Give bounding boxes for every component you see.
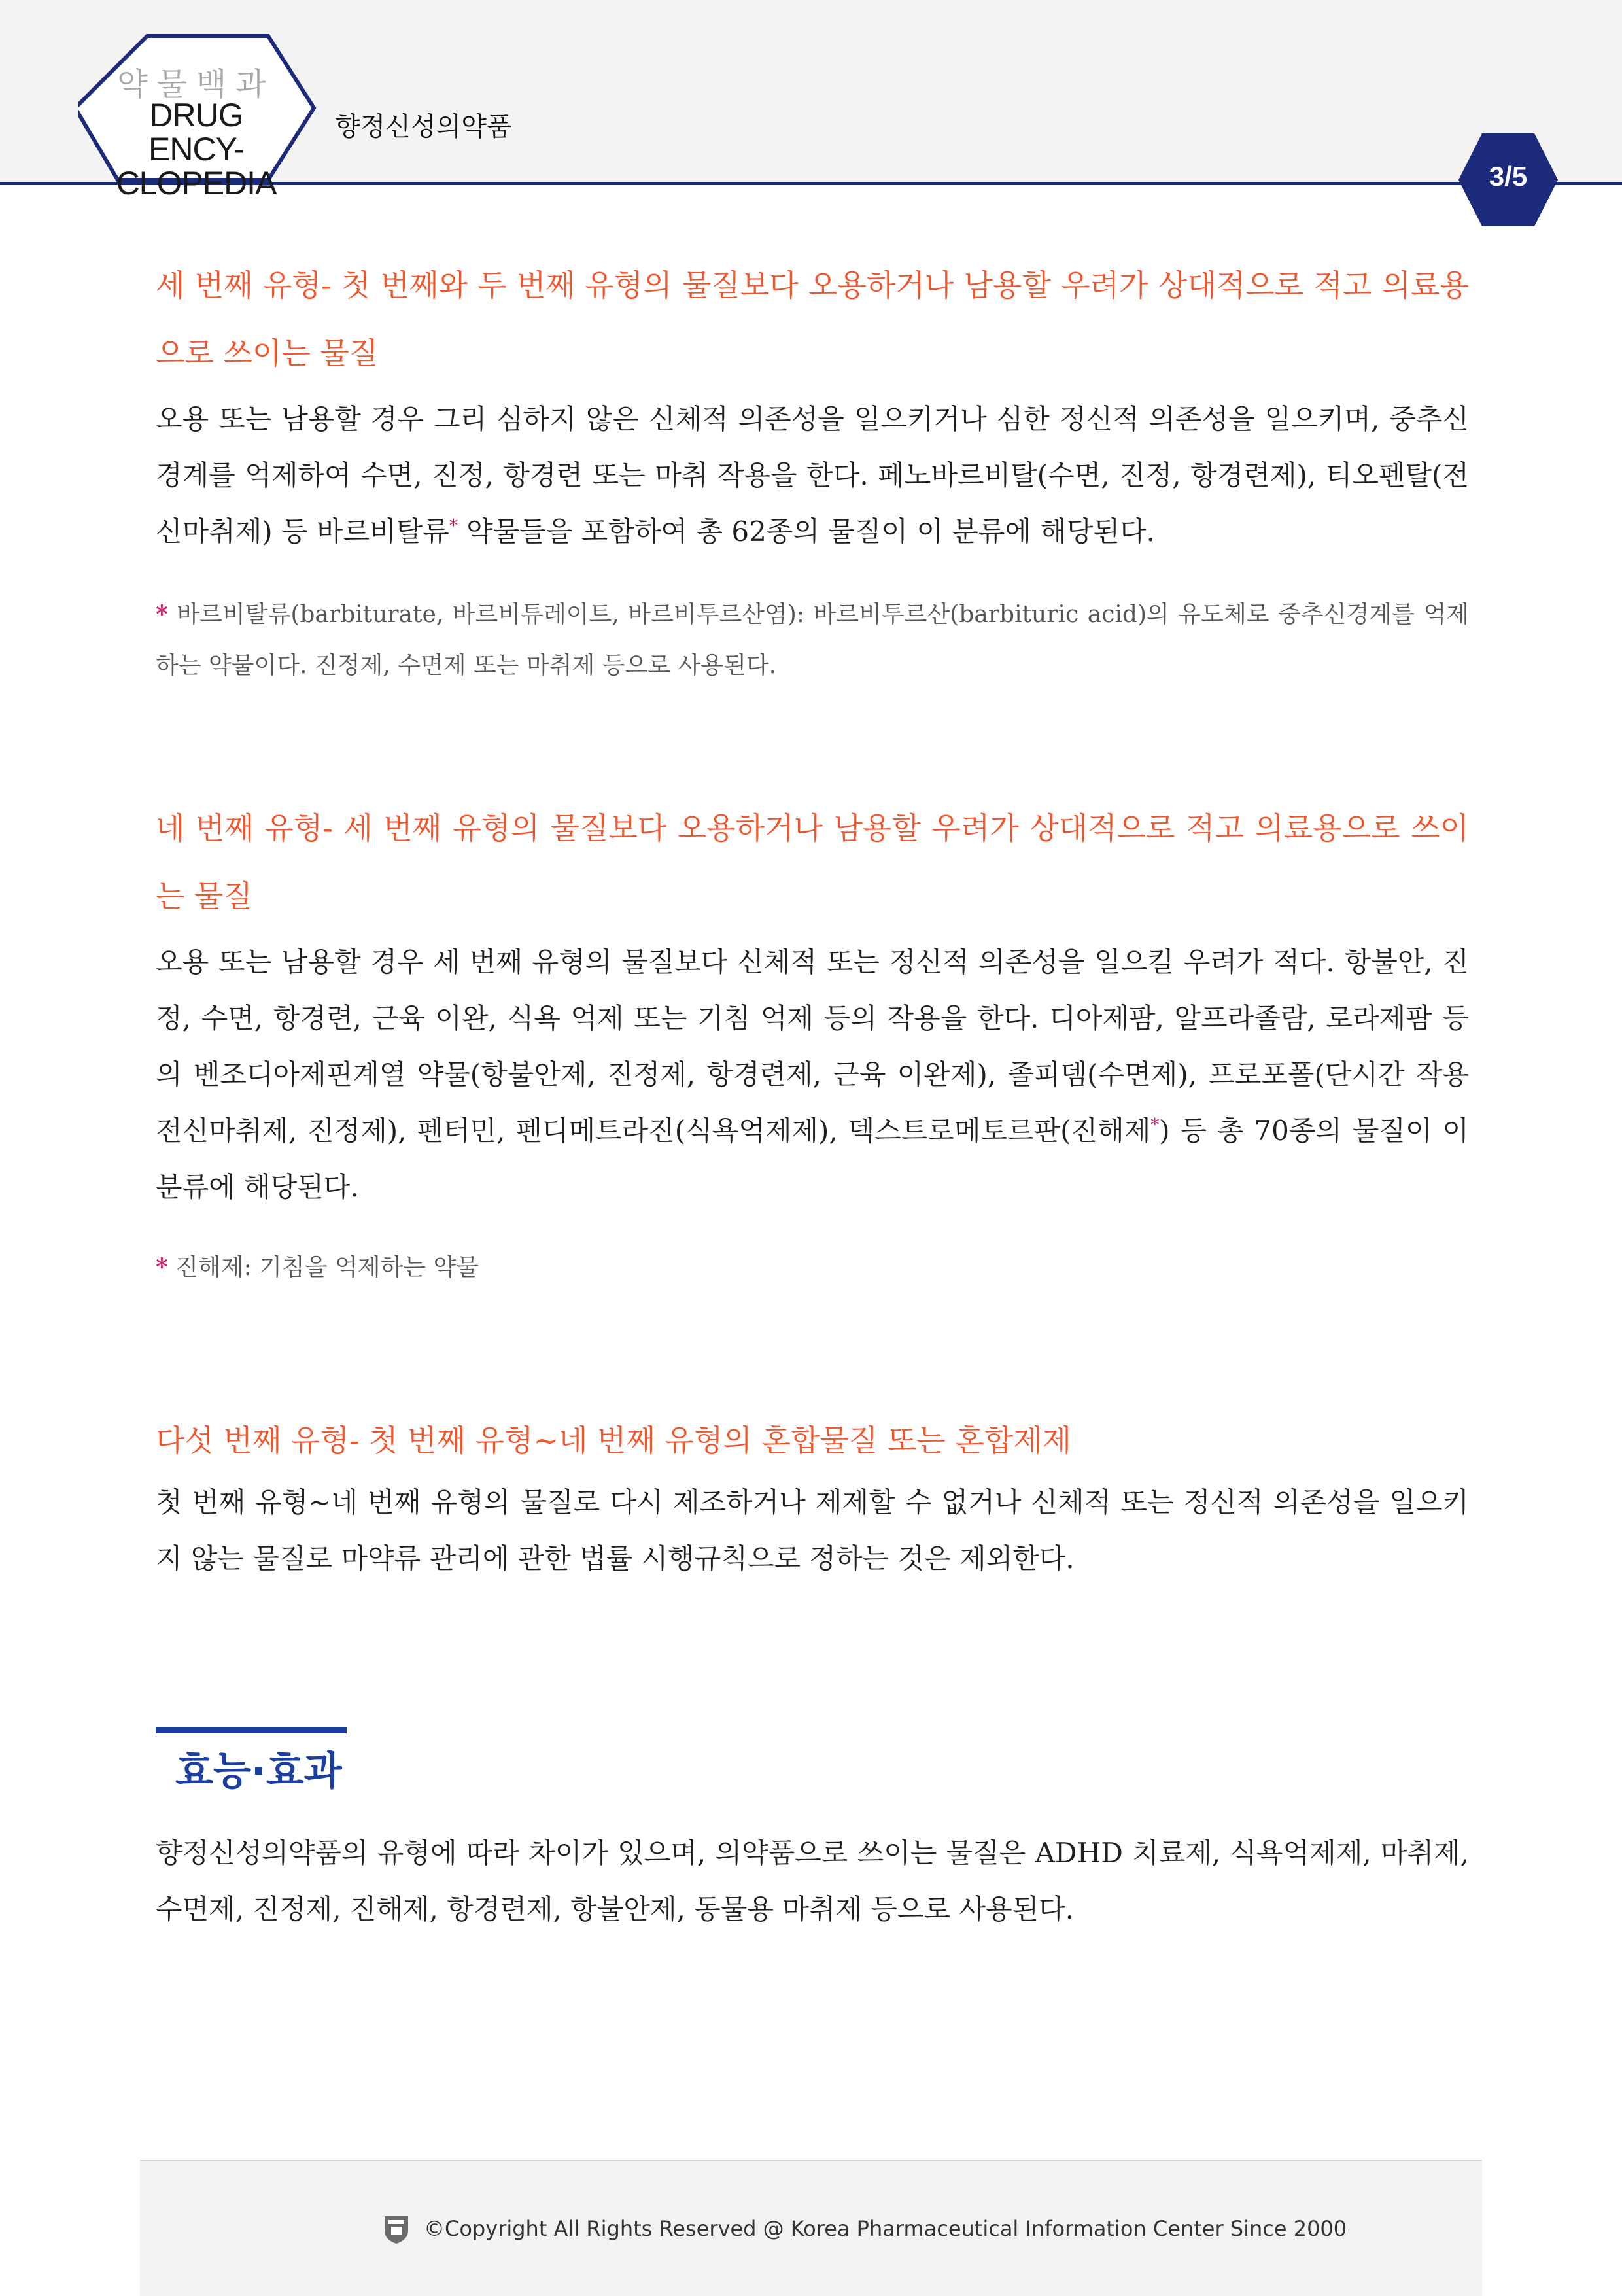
section-heading: 다섯 번째 유형- 첫 번째 유형~네 번째 유형의 혼합물질 또는 혼합제제 (156, 1423, 1072, 1458)
footnote-star: * (156, 600, 168, 628)
kpic-shield-icon (382, 2214, 411, 2245)
document-title: 향정신성의약품 (335, 112, 512, 142)
section-body: 첫 번째 유형~네 번째 유형의 물질로 다시 제조하거나 제제할 수 없거나 신체적 또는 정신적 의존성을 일으키지 않는 물질로 마약류 관리에 관한 법률 시행규칙으로 정하는 것은 제외한다. (156, 1486, 1469, 1574)
logo-english-line2: CLOPEDIA (116, 165, 277, 201)
efficacy-accent-bar (156, 1727, 347, 1733)
body-text: 오용 또는 남용할 경우 세 번째 유형의 물질보다 신체적 또는 정신적 의존성을 일으킬 우려가 적다. 항불안, 진정, 수면, 항경련, 근육 이완, 식욕 억제 또는 기침 억제 등의 작용을 한다. 디아제팜, 알프라졸람, 로라제팜 등의 벤조디아제핀계열 약물(항불안제, 진정제, 항경련제, 근육 이완제), 졸피뎀(수면제), 프로포폴(단시간 작용 전신마취제, 진정제), 펜터민, 펜디메트라진(식욕억제제), 덱스트로메토르판(진해제 (156, 946, 1469, 1147)
section-type-5 (156, 1406, 1469, 1587)
section-body (156, 391, 1469, 560)
efficacy-section (156, 1825, 1469, 1938)
efficacy-body: 향정신성의약품의 유형에 따라 차이가 있으며, 의약품으로 쓰이는 물질은 ADHD 치료제, 식욕억제제, 마취제, 수면제, 진정제, 진해제, 항경련제, 항불안제, 동물용 마취제 등으로 사용된다. (156, 1837, 1469, 1925)
body-text-tail: ) 등 총 70종의 물질이 이 분류에 해당된다. (156, 1115, 1469, 1203)
footnote-mark: * (1150, 1115, 1160, 1135)
footnote-mark: * (449, 516, 458, 536)
footnote-text: 바르비탈류(barbiturate, 바르비튜레이트, 바르비투르산염): 바르비투르산(barbituric acid)의 유도체로 중추신경계를 억제하는 약물이다. 진정제, 수면제 또는 마취제 등으로 사용된다. (156, 601, 1469, 679)
logo-korean: 약물백과 (117, 66, 275, 103)
section-body (156, 934, 1469, 1215)
footnote (156, 589, 1469, 691)
footnote-star: * (156, 1253, 168, 1281)
footnote-text: 진해제: 기침을 억제하는 약물 (175, 1254, 479, 1281)
logo-english-line1: DRUG ENCY- (148, 97, 244, 167)
body-text-tail: 약물들을 포함하여 총 62종의 물질이 이 분류에 해당된다. (457, 515, 1155, 548)
page-footer (140, 2160, 1482, 2296)
copyright-text: ©Copyright All Rights Reserved @ Korea Pharmaceutical Information Center Since 2000 (424, 2216, 1347, 2241)
body-text: 오용 또는 남용할 경우 그리 심하지 않은 신체적 의존성을 일으키거나 심한 정신적 의존성을 일으키며, 중추신경계를 억제하여 수면, 진정, 항경련 또는 마취 작용을 한다. 페노바르비탈(수면, 진정, 항경련제), 티오펜탈(전신마취제) 등 바르비탈류 (156, 403, 1469, 548)
section-heading: 세 번째 유형- 첫 번째와 두 번째 유형의 물질보다 오용하거나 남용할 우려가 상대적으로 적고 의료용으로 쓰이는 물질 (156, 268, 1469, 371)
logo-english (98, 98, 294, 200)
section-type-3 (156, 251, 1469, 691)
section-heading: 네 번째 유형- 세 번째 유형의 물질보다 오용하거나 남용할 우려가 상대적으로 적고 의료용으로 쓰이는 물질 (156, 810, 1469, 914)
efficacy-title: 효능·효과 (175, 1748, 342, 1794)
page-indicator: 3/5 (1489, 161, 1528, 192)
section-type-4 (156, 794, 1469, 1293)
page-header (0, 0, 1622, 201)
footnote (156, 1242, 1469, 1293)
